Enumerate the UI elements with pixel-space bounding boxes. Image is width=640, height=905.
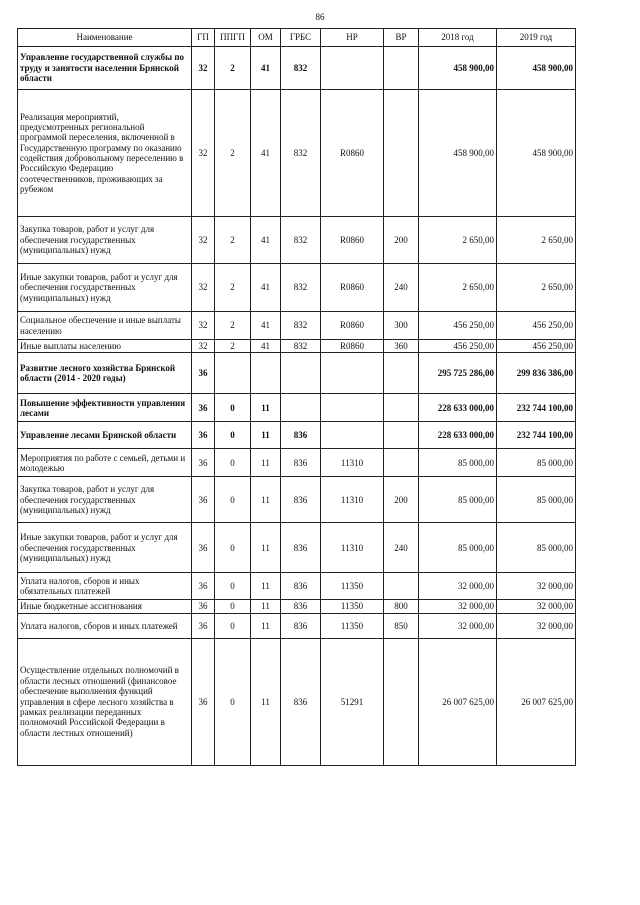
- cell-gp: 36: [192, 573, 215, 600]
- page-number: 86: [315, 12, 325, 22]
- cell-vr: 240: [384, 523, 419, 573]
- cell-gp: 36: [192, 600, 215, 613]
- cell-2019: 458 900,00: [497, 47, 576, 90]
- cell-om: 41: [251, 217, 281, 264]
- cell-om: [251, 353, 281, 394]
- cell-gp: 32: [192, 217, 215, 264]
- cell-name: Осуществление отдельных полномочий в области лесных отношений (финансовое обеспечение выполнения функций управления в сфере лесного хозяйства в рамках реализации переданных полномочий Российской Федерации в области лестных отношений): [18, 638, 192, 765]
- cell-vr: 850: [384, 613, 419, 638]
- table-row: [18, 600, 576, 613]
- cell-ppgp: 2: [215, 90, 251, 217]
- cell-2018: 228 633 000,00: [419, 422, 497, 449]
- cell-grbs: 832: [281, 90, 321, 217]
- cell-name: Иные закупки товаров, работ и услуг для обеспечения государственных (муниципальных) нужд: [18, 523, 192, 573]
- cell-2019: 85 000,00: [497, 477, 576, 523]
- cell-2018: 228 633 000,00: [419, 394, 497, 422]
- table-row: [18, 449, 576, 477]
- cell-grbs: 832: [281, 47, 321, 90]
- cell-nr: R0860: [321, 312, 384, 340]
- cell-ppgp: 2: [215, 340, 251, 353]
- cell-name: Иные бюджетные ассигнования: [18, 600, 192, 613]
- cell-name: Управление государственной службы по труду и занятости населения Брянской области: [18, 47, 192, 90]
- cell-2019: 32 000,00: [497, 613, 576, 638]
- cell-grbs: 836: [281, 477, 321, 523]
- cell-gp: 32: [192, 312, 215, 340]
- cell-gp: 36: [192, 523, 215, 573]
- cell-vr: [384, 573, 419, 600]
- cell-2019: 458 900,00: [497, 90, 576, 217]
- table-row: [18, 573, 576, 600]
- cell-grbs: [281, 394, 321, 422]
- cell-gp: 36: [192, 394, 215, 422]
- cell-gp: 36: [192, 477, 215, 523]
- header-grbs: ГРБС: [281, 29, 321, 47]
- cell-2019: 26 007 625,00: [497, 638, 576, 765]
- cell-gp: 32: [192, 90, 215, 217]
- cell-grbs: 836: [281, 523, 321, 573]
- cell-2018: 2 650,00: [419, 217, 497, 264]
- cell-2019: 456 250,00: [497, 340, 576, 353]
- cell-ppgp: 0: [215, 394, 251, 422]
- cell-2018: 85 000,00: [419, 449, 497, 477]
- cell-om: 11: [251, 573, 281, 600]
- cell-ppgp: 0: [215, 573, 251, 600]
- cell-grbs: 836: [281, 638, 321, 765]
- cell-nr: [321, 353, 384, 394]
- header-gp: ГП: [192, 29, 215, 47]
- cell-nr: 11310: [321, 523, 384, 573]
- cell-ppgp: 0: [215, 449, 251, 477]
- cell-om: 41: [251, 312, 281, 340]
- cell-2018: 32 000,00: [419, 573, 497, 600]
- cell-2019: 2 650,00: [497, 217, 576, 264]
- cell-vr: 200: [384, 477, 419, 523]
- header-2018: 2018 год: [419, 29, 497, 47]
- cell-ppgp: 2: [215, 264, 251, 312]
- cell-nr: 11310: [321, 477, 384, 523]
- cell-nr: [321, 422, 384, 449]
- cell-ppgp: 2: [215, 312, 251, 340]
- cell-ppgp: 0: [215, 613, 251, 638]
- cell-nr: 11350: [321, 573, 384, 600]
- cell-gp: 32: [192, 340, 215, 353]
- cell-gp: 36: [192, 449, 215, 477]
- cell-2018: 32 000,00: [419, 613, 497, 638]
- cell-om: 41: [251, 264, 281, 312]
- cell-nr: R0860: [321, 90, 384, 217]
- table-row: [18, 217, 576, 264]
- cell-name: Иные закупки товаров, работ и услуг для обеспечения государственных (муниципальных) нужд: [18, 264, 192, 312]
- table-row: [18, 312, 576, 340]
- cell-om: 41: [251, 340, 281, 353]
- table-row: [18, 264, 576, 312]
- cell-grbs: 836: [281, 573, 321, 600]
- header-vr: ВР: [384, 29, 419, 47]
- cell-name: Реализация мероприятий, предусмотренных региональной программой переселения, включенной в Государственную программу по оказанию содействия добровольному переселению в Российскую Федерацию соотечественников, проживающих за рубежом: [18, 90, 192, 217]
- cell-gp: 36: [192, 422, 215, 449]
- header-name: Наименование: [18, 29, 192, 47]
- cell-grbs: 836: [281, 613, 321, 638]
- cell-vr: 360: [384, 340, 419, 353]
- cell-vr: 200: [384, 217, 419, 264]
- table-row: [18, 394, 576, 422]
- cell-2019: 85 000,00: [497, 523, 576, 573]
- cell-om: 41: [251, 90, 281, 217]
- cell-name: Мероприятия по работе с семьей, детьми и молодежью: [18, 449, 192, 477]
- table-row: [18, 523, 576, 573]
- header-om: ОМ: [251, 29, 281, 47]
- cell-grbs: 836: [281, 600, 321, 613]
- cell-gp: 32: [192, 47, 215, 90]
- table-row: [18, 613, 576, 638]
- cell-name: Повышение эффективности управления лесами: [18, 394, 192, 422]
- cell-nr: [321, 47, 384, 90]
- header-2019: 2019 год: [497, 29, 576, 47]
- cell-name: Развитие лесного хозяйства Брянской области (2014 - 2020 годы): [18, 353, 192, 394]
- cell-vr: [384, 449, 419, 477]
- cell-name: Уплата налогов, сборов и иных платежей: [18, 613, 192, 638]
- cell-2018: 456 250,00: [419, 312, 497, 340]
- cell-2018: 458 900,00: [419, 47, 497, 90]
- cell-2018: 295 725 286,00: [419, 353, 497, 394]
- cell-om: 11: [251, 523, 281, 573]
- cell-2019: 32 000,00: [497, 573, 576, 600]
- cell-gp: 32: [192, 264, 215, 312]
- header-row: [18, 29, 576, 47]
- cell-ppgp: 0: [215, 600, 251, 613]
- cell-grbs: 832: [281, 217, 321, 264]
- cell-om: 11: [251, 449, 281, 477]
- cell-2018: 85 000,00: [419, 523, 497, 573]
- cell-vr: [384, 90, 419, 217]
- cell-2018: 85 000,00: [419, 477, 497, 523]
- cell-2019: 232 744 100,00: [497, 394, 576, 422]
- cell-2019: 456 250,00: [497, 312, 576, 340]
- table-row: [18, 340, 576, 353]
- cell-ppgp: 0: [215, 638, 251, 765]
- cell-nr: [321, 394, 384, 422]
- cell-2018: 2 650,00: [419, 264, 497, 312]
- cell-om: 11: [251, 394, 281, 422]
- table-row: [18, 90, 576, 217]
- cell-gp: 36: [192, 613, 215, 638]
- cell-nr: 11350: [321, 600, 384, 613]
- cell-nr: R0860: [321, 264, 384, 312]
- cell-om: 41: [251, 47, 281, 90]
- cell-om: 11: [251, 638, 281, 765]
- cell-grbs: 836: [281, 422, 321, 449]
- cell-grbs: 832: [281, 312, 321, 340]
- cell-om: 11: [251, 613, 281, 638]
- cell-vr: [384, 47, 419, 90]
- cell-vr: [384, 638, 419, 765]
- cell-grbs: 836: [281, 449, 321, 477]
- cell-2018: 26 007 625,00: [419, 638, 497, 765]
- cell-nr: 11350: [321, 613, 384, 638]
- cell-2018: 458 900,00: [419, 90, 497, 217]
- header-ppgp: ППГП: [215, 29, 251, 47]
- cell-nr: 11310: [321, 449, 384, 477]
- cell-nr: R0860: [321, 340, 384, 353]
- table-row: [18, 353, 576, 394]
- cell-ppgp: 0: [215, 422, 251, 449]
- table-row: [18, 422, 576, 449]
- cell-vr: [384, 353, 419, 394]
- table-row: [18, 477, 576, 523]
- cell-vr: 300: [384, 312, 419, 340]
- table-row: [18, 638, 576, 765]
- cell-name: Закупка товаров, работ и услуг для обеспечения государственных (муниципальных) нужд: [18, 217, 192, 264]
- cell-vr: [384, 422, 419, 449]
- cell-gp: 36: [192, 638, 215, 765]
- cell-ppgp: 2: [215, 47, 251, 90]
- cell-ppgp: 2: [215, 217, 251, 264]
- cell-vr: 800: [384, 600, 419, 613]
- cell-2019: 85 000,00: [497, 449, 576, 477]
- cell-2018: 456 250,00: [419, 340, 497, 353]
- cell-2019: 232 744 100,00: [497, 422, 576, 449]
- budget-table: [17, 28, 576, 766]
- cell-2019: 2 650,00: [497, 264, 576, 312]
- table-row: [18, 47, 576, 90]
- cell-name: Социальное обеспечение и иные выплаты населению: [18, 312, 192, 340]
- cell-2019: 32 000,00: [497, 600, 576, 613]
- cell-name: Уплата налогов, сборов и иных обязательных платежей: [18, 573, 192, 600]
- cell-vr: [384, 394, 419, 422]
- cell-grbs: 832: [281, 264, 321, 312]
- cell-vr: 240: [384, 264, 419, 312]
- cell-name: Закупка товаров, работ и услуг для обеспечения государственных (муниципальных) нужд: [18, 477, 192, 523]
- table-body: [18, 47, 576, 766]
- cell-grbs: 832: [281, 340, 321, 353]
- cell-ppgp: 0: [215, 523, 251, 573]
- header-nr: НР: [321, 29, 384, 47]
- cell-2019: 299 836 386,00: [497, 353, 576, 394]
- cell-om: 11: [251, 422, 281, 449]
- cell-grbs: [281, 353, 321, 394]
- cell-om: 11: [251, 600, 281, 613]
- cell-nr: 51291: [321, 638, 384, 765]
- cell-gp: 36: [192, 353, 215, 394]
- cell-om: 11: [251, 477, 281, 523]
- cell-name: Иные выплаты населению: [18, 340, 192, 353]
- cell-ppgp: 0: [215, 477, 251, 523]
- cell-ppgp: [215, 353, 251, 394]
- cell-2018: 32 000,00: [419, 600, 497, 613]
- cell-name: Управление лесами Брянской области: [18, 422, 192, 449]
- cell-nr: R0860: [321, 217, 384, 264]
